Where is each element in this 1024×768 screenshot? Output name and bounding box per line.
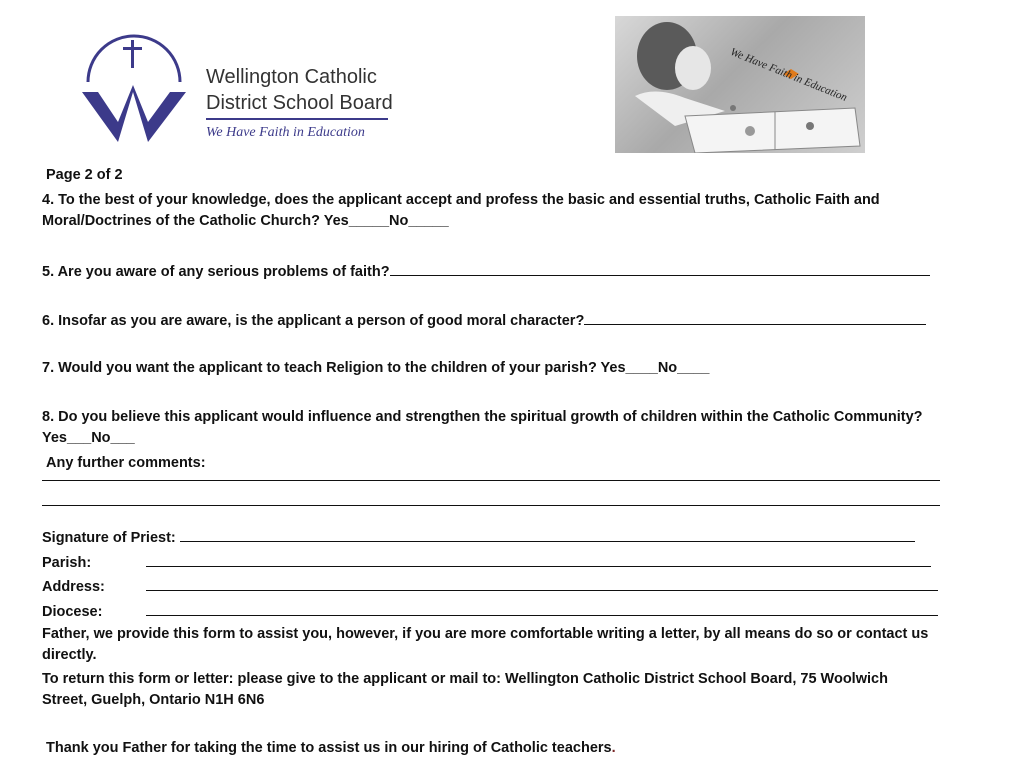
question-5-answer-line[interactable]	[390, 260, 930, 276]
question-7: 7. Would you want the applicant to teach Religion to the children of your parish? Yes____No____	[42, 360, 710, 376]
logo-line-1: Wellington Catholic	[206, 66, 377, 88]
comments-line-2[interactable]	[42, 505, 940, 506]
board-logo	[78, 30, 398, 148]
logo-tagline: We Have Faith in Education	[206, 125, 365, 140]
parish-row	[42, 551, 931, 574]
letter-note: Father, we provide this form to assist you, however, if you are more comfortable writing a letter, by all means do so or contact us directly.	[42, 626, 929, 663]
diocese-label: Diocese:	[42, 604, 103, 620]
question-6-answer-line[interactable]	[584, 309, 926, 325]
question-4: 4. To the best of your knowledge, does the applicant accept and profess the basic and essential truths, Catholic Faith and Moral/Doctrines of the Catholic Church? Yes_____No_____	[42, 192, 880, 229]
thank-you-period: .	[611, 740, 616, 756]
diocese-line[interactable]	[146, 600, 938, 616]
parish-label: Parish:	[42, 555, 92, 571]
question-6	[42, 309, 926, 332]
photo-caption: We Have Faith in Education	[728, 46, 849, 104]
signature-row	[42, 526, 915, 549]
question-8: 8. Do you believe this applicant would influence and strengthen the spiritual growth of children within the Catholic Community? Yes___No___	[42, 409, 923, 446]
thank-you-text: Thank you Father for taking the time to assist us in our hiring of Catholic teachers	[46, 740, 612, 756]
question-5-text: 5. Are you aware of any serious problems of faith?	[42, 264, 390, 280]
diocese-row	[42, 600, 938, 623]
question-5	[42, 260, 930, 283]
logo-divider	[206, 118, 388, 120]
thank-you-note	[46, 738, 616, 759]
address-line[interactable]	[146, 575, 938, 591]
signature-label: Signature of Priest:	[42, 530, 176, 546]
address-row	[42, 575, 938, 598]
return-instructions: To return this form or letter: please give to the applicant or mail to: Wellington Catholic District School Board, 75 Woolwich Street, Guelph, Ontario N1H 6N6	[42, 671, 888, 708]
page-label: Page 2 of 2	[46, 167, 123, 183]
comments-label: Any further comments:	[46, 455, 206, 471]
logo-line-2: District School Board	[206, 92, 393, 114]
header-photo	[615, 16, 865, 153]
comments-line-1[interactable]	[42, 480, 940, 481]
question-6-text: 6. Insofar as you are aware, is the applicant a person of good moral character?	[42, 313, 585, 329]
address-label: Address:	[42, 579, 105, 595]
signature-line[interactable]	[180, 526, 915, 542]
parish-line[interactable]	[146, 551, 931, 567]
board-logo-mark	[78, 30, 198, 148]
